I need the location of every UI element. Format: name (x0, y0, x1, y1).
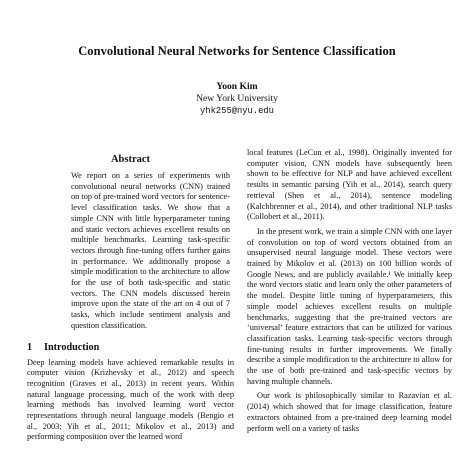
right-paragraph-2: In the present work, we train a simple CNN with one layer of convolution on top of word vectors obtained from an unsupervised neural language model. These vectors were trained by Mikolov et al. (2013) on 100 billion words of Google News, and are publicly available.¹ We initially keep the word vectors static and learn only the other parameters of the model. Despite little tuning of hyperparameters, this simple model achieves excellent results on multiple benchmarks, suggesting that the pre-trained vectors are ‘universal’ feature extractors that can be utilized for various classification tasks. Learning task-specific vectors through fine-tuning results in further improvements. We finally describe a simple modification to the architecture to allow for the use of both pre-trained and task-specific vectors by having multiple channels. (247, 226, 452, 386)
section-number: 1 (27, 341, 33, 353)
section-heading (27, 342, 234, 353)
right-paragraph-3: Our work is philosophically similar to Razavian et al. (2014) which showed that for image classification, feature extractors obtained from a pre-trained deep learning model perform well on a variety of tasks (247, 391, 452, 433)
author-name: Yoon Kim (216, 81, 258, 92)
author-email: yhk255@nyu.edu (200, 106, 274, 116)
author-block (0, 81, 474, 117)
right-column (247, 148, 452, 434)
introduction-text: Deep learning models have achieved remarkable results in computer vision (Krizhevsky et al., 2012) and speech recognition (Graves et al., 2013) in recent years. Within natural language processing, much of the work with deep learning methods has involved learning word vector representations through neural language models (Bengio et al., 2003; Yih et al., 2011; Mikolov et al., 2013) and performing composition over the learned word (27, 357, 234, 442)
paper-title: Convolutional Neural Networks for Sentence Classification (78, 44, 396, 58)
abstract-text: We report on a series of experiments with convolutional neural networks (CNN) trained on top of pre-trained word vectors for sentence-level classification tasks. We show that a simple CNN with little hyperparameter tuning and static vectors achieves excellent results on multiple benchmarks. Learning task-specific vectors through fine-tuning offers further gains in performance. We additionally propose a simple modification to the architecture to allow for the use of both task-specific and static vectors. The CNN models discussed herein improve upon the state of the art on 4 out of 7 tasks, which include sentiment analysis and question classification. (71, 171, 230, 330)
author-affiliation: New York University (196, 93, 278, 104)
abstract-heading: Abstract (110, 154, 151, 165)
right-paragraph-1: local features (LeCun et al., 1998). Originally invented for computer vision, CNN models have subsequently been shown to be effective for NLP and have achieved excellent results in semantic parsing (Yih et al., 2014), search query retrieval (Shen et al., 2014), sentence modeling (Kalchbrenner et al., 2014), and other traditional NLP tasks (Collobert et al., 2011). (247, 148, 452, 222)
left-column (27, 148, 234, 443)
section-title: Introduction (44, 341, 100, 353)
